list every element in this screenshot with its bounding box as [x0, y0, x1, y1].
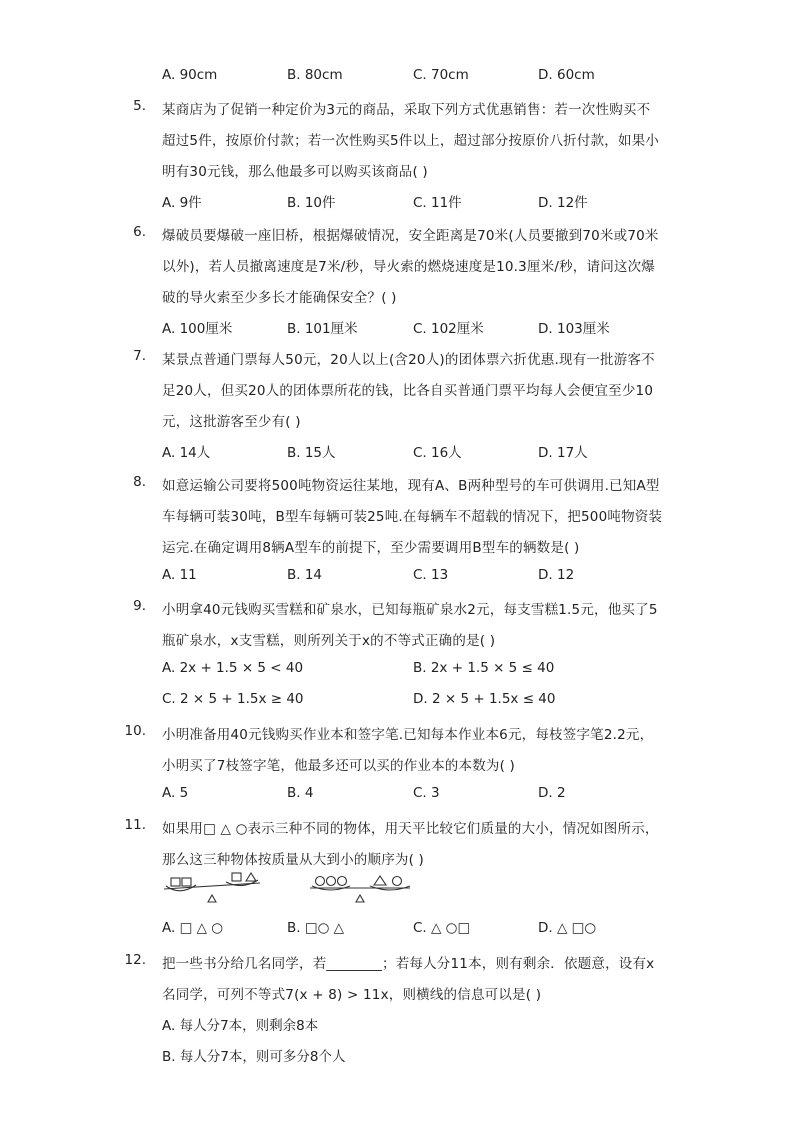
q11-number: 11. [124, 817, 146, 833]
q7-line-1: 某景点普通门票每人50元，20人以上(含20人)的团体票六折优惠.现有一批游客不 [162, 352, 655, 368]
q9-line-1: 小明拿40元钱购买雪糕和矿泉水，已知每瓶矿泉水2元，每支雪糕1.5元，他买了5 [162, 602, 658, 618]
q5-number: 5. [133, 98, 146, 114]
q6-option-a: A. 100厘米 [162, 321, 233, 337]
q7-option-c: C. 16人 [413, 445, 462, 461]
q7-option-d: D. 17人 [538, 445, 588, 461]
q11-line-1: 如果用□ △ ○表示三种不同的物体，用天平比较它们质量的大小，情况如图所示， [162, 821, 659, 837]
q9-line-2: 瓶矿泉水，x支雪糕，则所列关于x的不等式正确的是( ) [162, 633, 496, 649]
q8-line-1: 如意运输公司要将500吨物资运往某地，现有A、B两种型号的车可供调用.已知A型 [162, 478, 660, 494]
balance-scale-1-figure [160, 872, 270, 908]
q6-line-3: 破的导火索至少多长才能确保安全？( ) [162, 290, 397, 306]
q10-option-c: C. 3 [413, 785, 440, 801]
q12-number: 12. [124, 952, 146, 968]
q7-option-a: A. 14人 [162, 445, 211, 461]
q10-option-b: B. 4 [287, 785, 314, 801]
q10-number: 10. [124, 723, 146, 739]
q12-option-a: A. 每人分7本，则剩余8本 [162, 1018, 319, 1034]
q9-option-d: D. 2 × 5 + 1.5x ≤ 40 [413, 691, 556, 707]
q6-option-d: D. 103厘米 [538, 321, 610, 337]
q10-option-a: A. 5 [162, 785, 189, 801]
q5-line-3: 明有30元钱，那么他最多可以购买该商品( ) [162, 164, 428, 180]
q5-option-c: C. 11件 [413, 195, 462, 211]
q5-line-2: 超过5件，按原价付款；若一次性购买5件以上，超过部分按原价八折付款，如果小 [162, 133, 660, 149]
q6-option-b: B. 101厘米 [287, 321, 358, 337]
q4-option-a: A. 90cm [162, 67, 218, 83]
q12-line-1: 把一些书分给几名同学，若________；若每人分11本，则有剩余．依题意，设有x [162, 956, 655, 972]
q9-number: 9. [133, 598, 146, 614]
q7-line-3: 元，这批游客至少有( ) [162, 414, 301, 430]
q8-line-3: 运完.在确定调用8辆A型车的前提下，至少需要调用B型车的辆数是( ) [162, 540, 580, 556]
q5-option-a: A. 9件 [162, 195, 202, 211]
q6-number: 6. [133, 224, 146, 240]
q5-option-b: B. 10件 [287, 195, 336, 211]
q11-option-b: B. □○ △ [287, 920, 345, 936]
q10-option-d: D. 2 [538, 785, 566, 801]
q6-option-c: C. 102厘米 [413, 321, 484, 337]
q11-option-d: D. △ □○ [538, 920, 597, 936]
q6-line-1: 爆破员要爆破一座旧桥，根据爆破情况，安全距离是70米(人员要撤到70米或70米 [162, 228, 659, 244]
q9-option-a: A. 2x + 1.5 × 5 < 40 [162, 660, 304, 676]
q5-option-d: D. 12件 [538, 195, 588, 211]
q8-option-d: D. 12 [538, 567, 575, 583]
balance-scale-2-figure [306, 872, 416, 908]
q11-option-a: A. □ △ ○ [162, 920, 224, 936]
q4-option-d: D. 60cm [538, 67, 595, 83]
q7-number: 7. [133, 348, 146, 364]
q12-line-2: 名同学，可列不等式7(x + 8) > 11x，则横线的信息可以是( ) [162, 987, 542, 1003]
q11-option-c: C. △ ○□ [413, 920, 471, 936]
q8-option-c: C. 13 [413, 567, 449, 583]
q7-option-b: B. 15人 [287, 445, 336, 461]
q4-option-b: B. 80cm [287, 67, 343, 83]
q5-line-1: 某商店为了促销一种定价为3元的商品，采取下列方式优惠销售：若一次性购买不 [162, 102, 651, 118]
q8-number: 8. [133, 474, 146, 490]
q9-option-c: C. 2 × 5 + 1.5x ≥ 40 [162, 691, 304, 707]
q10-line-2: 小明买了7枝签字笔，他最多还可以买的作业本的本数为( ) [162, 758, 516, 774]
q12-option-b: B. 每人分7本，则可多分8个人 [162, 1049, 346, 1065]
q10-line-1: 小明准备用40元钱购买作业本和签字笔.已知每本作业本6元，每枝签字笔2.2元， [162, 727, 654, 743]
q8-option-a: A. 11 [162, 567, 197, 583]
q9-option-b: B. 2x + 1.5 × 5 ≤ 40 [413, 660, 555, 676]
q6-line-2: 以外)，若人员撤离速度是7米/秒，导火索的燃烧速度是10.3厘米/秒，请问这次爆 [162, 259, 656, 275]
q7-line-2: 足20人，但买20人的团体票所花的钱，比各自买普通门票平均每人会便宜至少10 [162, 383, 654, 399]
q4-option-c: C. 70cm [413, 67, 469, 83]
q8-option-b: B. 14 [287, 567, 323, 583]
q11-line-2: 那么这三种物体按质量从大到小的顺序为( ) [162, 852, 425, 868]
q8-line-2: 车每辆可装30吨，B型车每辆可装25吨.在每辆车不超载的情况下，把500吨物资装 [162, 509, 663, 525]
